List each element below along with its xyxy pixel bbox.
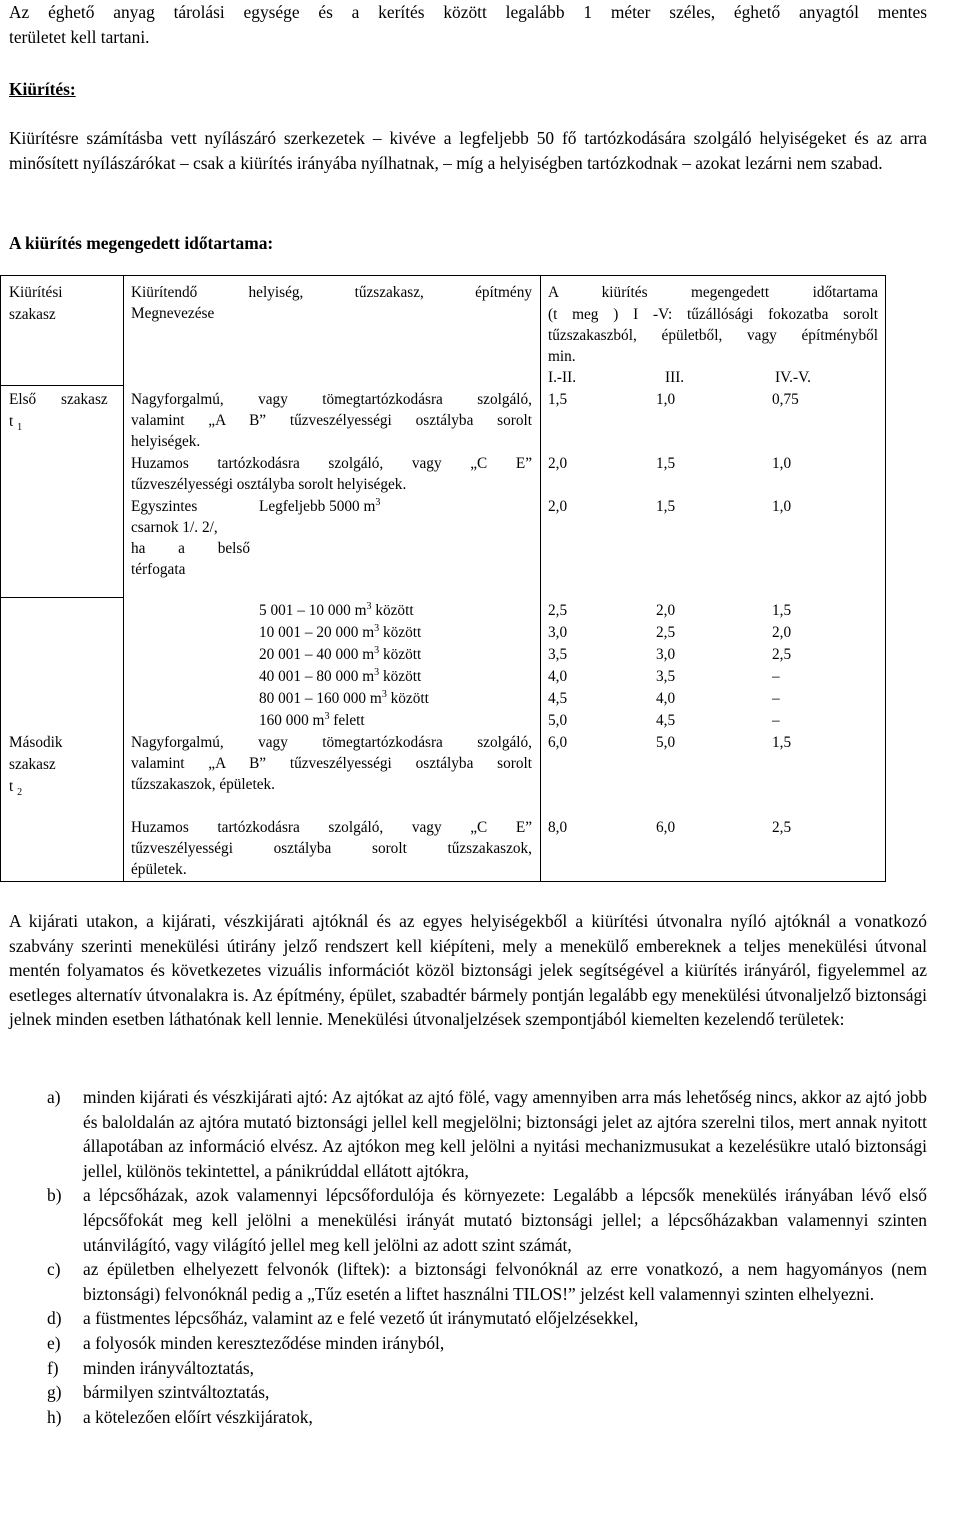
header-col3-line1: A kiürítés megengedett időtartama — [548, 284, 878, 301]
hall-row-v2: 3,0 — [656, 646, 676, 663]
hall-row-volume: 20 001 – 40 000 $m^3$ között — [259, 644, 422, 663]
table-border-left — [0, 275, 1, 882]
hall-row-volume: 80 001 – 160 000 $m^3$ között — [259, 688, 429, 707]
table-col-divider — [123, 275, 124, 882]
hall-row-v3: – — [772, 690, 780, 707]
row-ab-v3: 0,75 — [772, 391, 799, 408]
list-item: e) a folyosók minden kereszteződése minden irányból, — [47, 1332, 445, 1353]
hall-row-v1: 4,5 — [548, 690, 568, 707]
table-border-right — [885, 275, 886, 882]
row-ab-v2: 1,0 — [656, 391, 676, 408]
table-border-bottom — [0, 881, 886, 882]
list-item: b) a lépcsőházak, azok valamennyi lépcsőfordulója és környezete: Legalább a lépcsők menekülés irányában lévő első lépcsőfokát meg kell jelölni a menekülési irányát mutató biztonsági jellel; a lépcsőházakban valamennyi szinten utánvilágító, vagy világító jellel meg kell jelölni az adott szint számát, — [47, 1185, 927, 1255]
hall-row-v3: 2,5 — [772, 646, 792, 663]
header-col3-line3: tűzszakaszból, épületből, vagy építményből — [548, 327, 878, 344]
row-ce-v1: 2,0 — [548, 455, 568, 472]
row2-ab-v2: 5,0 — [656, 734, 676, 751]
table-col-divider — [540, 275, 541, 882]
row-ce-line2: tűzveszélyességi osztályba sorolt helyiségek. — [131, 476, 407, 493]
row2-ce-v3: 2,5 — [772, 819, 792, 836]
row2-ab-line2: valamint „A B” tűzveszélyességi osztályba sorolt — [131, 755, 532, 772]
hall-row-volume: Legfeljebb 5000 $m^3$ — [259, 496, 381, 515]
table-rule — [0, 597, 124, 598]
row2-ab-v3: 1,5 — [772, 734, 792, 751]
hall-row-v2: 4,0 — [656, 690, 676, 707]
hall-row-v2: 1,5 — [656, 498, 676, 515]
hall-row-v2: 4,5 — [656, 712, 676, 729]
hall-row-v2: 3,5 — [656, 668, 676, 685]
header-col2-line1: Kiürítendő helyiség, tűzszakasz, építmény — [131, 284, 532, 301]
header-col3-line4: min. — [548, 348, 576, 365]
signage-areas-list — [9, 1085, 927, 1429]
hall-row-v3: 1,0 — [772, 498, 792, 515]
list-item: c) az épületben elhelyezett felvonók (liftek): a biztonsági felvonóknál az erre vonatkozó, a nem hagyományos (nem biztonsági) felvonóknál pedig a „Tűz esetén a liftet használni TILOS!” jelzést kell valamennyi szinten elhelyezni. — [47, 1259, 927, 1304]
section1-symbol: t $_1$ — [9, 413, 23, 434]
hall-row-v1: 2,0 — [548, 498, 568, 515]
header-col3-line2: (t meg ) I -V: tűzállósági fokozatba sorolt — [548, 306, 878, 323]
hall-row-v2: 2,5 — [656, 624, 676, 641]
hall-row-v1: 5,0 — [548, 712, 568, 729]
row2-ab-line3: tűzszakaszok, épületek. — [131, 776, 275, 793]
row-ab-line3: helyiségek. — [131, 433, 201, 450]
row2-ce-v1: 8,0 — [548, 819, 568, 836]
hall-row-v1: 4,0 — [548, 668, 568, 685]
hall-label-line3: ha a belső — [131, 540, 250, 557]
hall-row-v3: 2,0 — [772, 624, 792, 641]
intro-line-1: Az éghető anyag tárolási egysége és a kerítés között legalább 1 méter széles, éghető anyagtól mentes — [9, 2, 927, 22]
row-ab-v1: 1,5 — [548, 391, 568, 408]
hall-row-volume: 160 000 $m^3$ felett — [259, 710, 365, 729]
list-item: h) a kötelezően előírt vészkijáratok, — [47, 1406, 313, 1427]
hall-row-v1: 2,5 — [548, 602, 568, 619]
hall-label-line1: Egyszintes — [131, 498, 198, 515]
table-border-top — [0, 275, 886, 276]
hall-label-line4: térfogata — [131, 561, 186, 578]
exit-signage-paragraph: A kijárati utakon, a kijárati, vészkijárati ajtóknál és az egyes helyiségekből a kiürítési útvonalra nyíló ajtóknál a vonatkozó szabvány szerinti menekülési útirány jelző rendszert kell kiépíteni, mely a menekülő embereknek a teljes menekülési útvonal mentén folyamatos és következetes vizuális információt közöl biztonsági jelek segítségével a kiürítés irányáról, figyelemmel az esetleges alternatív útvonalakra is. Az építmény, épület, szabadtér bármely pontján legalább egy menekülési útvonaljelző biztonsági jelnek minden esetben láthatónak kell lennie. Menekülési útvonaljelzések szempontjából kiemelten kezelendő területek: — [9, 911, 927, 1030]
hall-label-line2: csarnok 1/. 2/, — [131, 519, 218, 536]
row2-ab-line1: Nagyforgalmú, vagy tömegtartózkodásra szolgáló, — [131, 734, 532, 751]
list-item: a) minden kijárati és vészkijárati ajtó: Az ajtókat az ajtó fölé, vagy amennyiben arra más lehetőség nincs, akkor az ajtó jobb és baloldalán az ajtóra mutató biztonsági jellel kell megjelölni; biztonsági jelet az ajtóra szerelni tilos, mert annak nyitott állapotában az információ elvész. Az ajtókon meg kell jelölni a nyitási mechanizmusukat a kezelésükre utaló biztonsági jellel, különös tekintettel, a pánikrúddal ellátott ajtókra, — [47, 1087, 927, 1181]
intro-line-2: területet kell tartani. — [9, 27, 150, 47]
hall-row-v3: 1,5 — [772, 602, 792, 619]
hall-row-v3: – — [772, 712, 780, 729]
section1-label: Első — [9, 391, 37, 408]
hall-row-v3: – — [772, 668, 780, 685]
section-title: Kiürítés: — [9, 79, 76, 99]
grade-iv-v: IV.-V. — [775, 369, 811, 386]
section2-label-line2: szakasz — [9, 756, 56, 773]
hall-row-volume: 5 001 – 10 000 $m^3$ között — [259, 600, 414, 619]
list-item: f) minden irányváltoztatás, — [47, 1357, 254, 1378]
row2-ce-line2: tűzveszélyességi osztályba sorolt tűzszakaszok, — [131, 840, 532, 857]
section1-label-word2: szakasz — [61, 391, 108, 408]
hall-row-volume: 10 001 – 20 000 $m^3$ között — [259, 622, 422, 641]
row2-ce-line1: Huzamos tartózkodásra szolgáló, vagy „C E” — [131, 819, 532, 836]
section2-label-line1: Második — [9, 734, 63, 751]
row-ab-line2: valamint „A B” tűzveszélyességi osztályba sorolt — [131, 412, 532, 429]
grade-iii: III. — [665, 369, 685, 386]
hall-row-v1: 3,0 — [548, 624, 568, 641]
row2-ce-v2: 6,0 — [656, 819, 676, 836]
row-ce-v3: 1,0 — [772, 455, 792, 472]
row2-ce-line3: épületek. — [131, 861, 187, 878]
section2-symbol: t $_2$ — [9, 778, 23, 799]
list-item: d) a füstmentes lépcsőház, valamint az e felé vezető út iránymutató előjelzésekkel, — [47, 1308, 639, 1329]
row-ab-line1: Nagyforgalmú, vagy tömegtartózkodásra szolgáló, — [131, 391, 532, 408]
header-col1: Kiürítési szakasz — [9, 284, 63, 323]
list-item: g) bármilyen szintváltoztatás, — [47, 1382, 270, 1403]
header-col2-line2: Megnevezése — [131, 305, 215, 322]
hall-row-volume: 40 001 – 80 000 $m^3$ között — [259, 666, 422, 685]
hall-row-v2: 2,0 — [656, 602, 676, 619]
table-title: A kiürítés megengedett időtartama: — [9, 233, 274, 253]
table-rule — [0, 385, 124, 386]
row2-ab-v1: 6,0 — [548, 734, 568, 751]
evacuation-paragraph: Kiürítésre számításba vett nyílászáró szerkezetek – kivéve a legfeljebb 50 fő tartózkodására szolgáló helyiségeket és az arra minősített nyílászárókat – csak a kiürítés irányába nyílhatnak, – míg a helyiségben tartózkodnak – azokat lezárni nem szabad. — [9, 128, 927, 173]
grade-i-ii: I.-II. — [548, 369, 577, 386]
hall-row-v1: 3,5 — [548, 646, 568, 663]
row-ce-v2: 1,5 — [656, 455, 676, 472]
row-ce-line1: Huzamos tartózkodásra szolgáló, vagy „C E” — [131, 455, 532, 472]
